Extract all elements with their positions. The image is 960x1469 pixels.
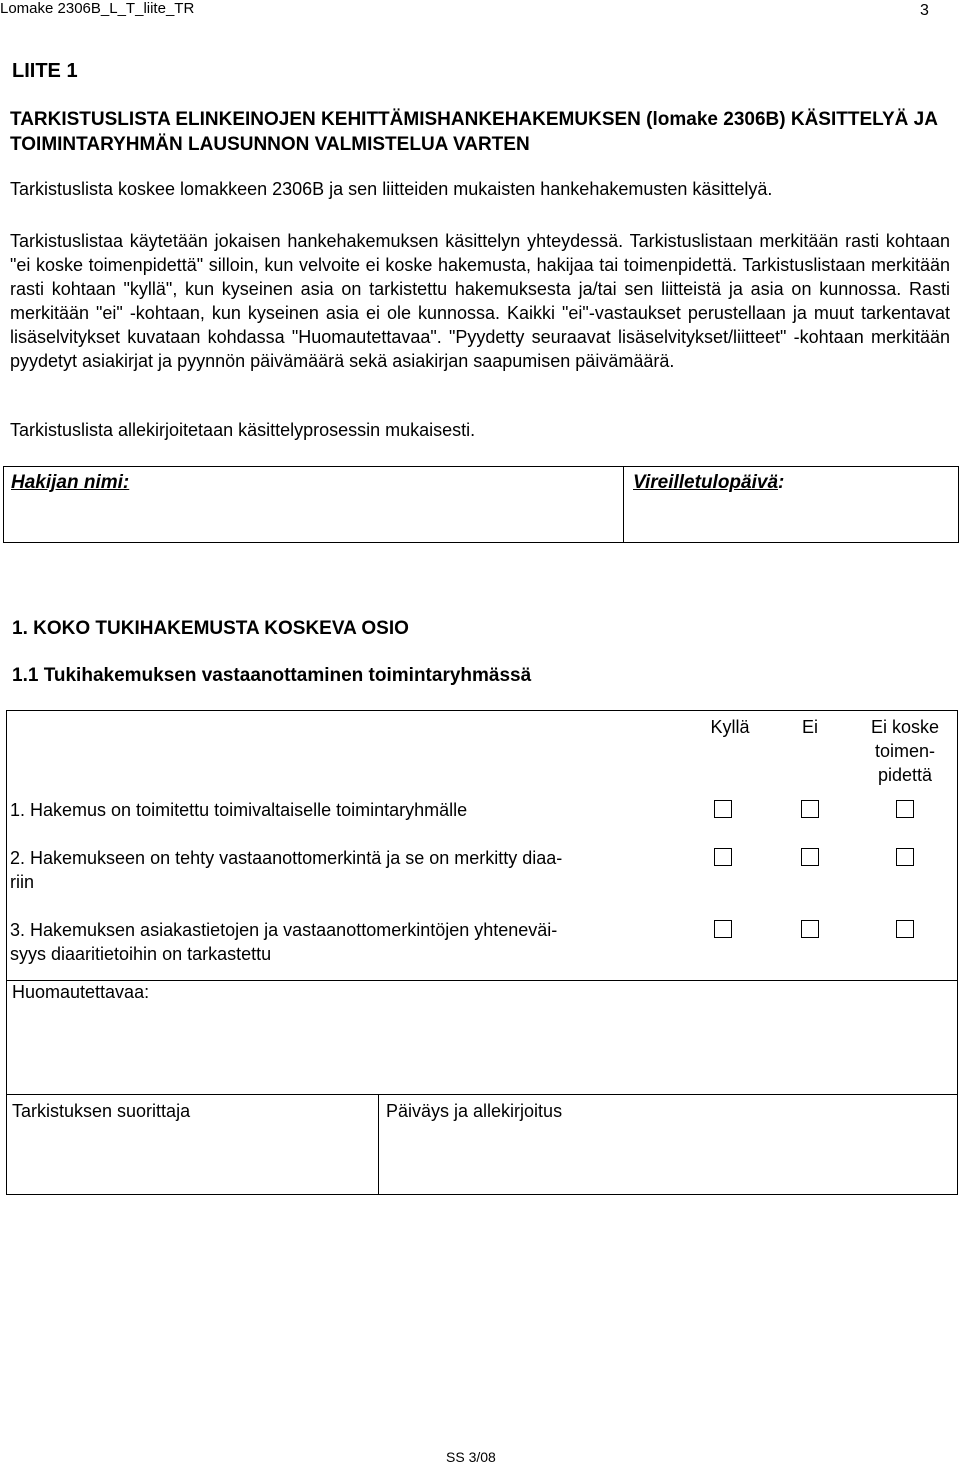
appendix-label: LIITE 1 <box>12 60 78 82</box>
checklist-item-2 <box>10 846 562 894</box>
item-1-not-applicable-checkbox[interactable] <box>896 800 914 818</box>
filing-date-colon: : <box>778 472 785 493</box>
applicant-name-label: Hakijan nimi: <box>11 472 130 493</box>
document-id: Lomake 2306B_L_T_liite_TR <box>0 0 195 17</box>
section-1-1-title: 1.1 Tukihakemuksen vastaanottaminen toimintaryhmässä <box>12 665 532 686</box>
checker-label: Tarkistuksen suorittaja <box>12 1101 191 1121</box>
applicant-box-divider <box>623 466 624 543</box>
document-title: TARKISTUSLISTA ELINKEINOJEN KEHITTÄMISHANKEHAKEMUKSEN (lomake 2306B) KÄSITTELYÄ JA TOIMINTARYHMÄN LAUSUNNON VALMISTELUA VARTEN <box>10 109 938 155</box>
intro-paragraph-2: Tarkistuslistaa käytetään jokaisen hankehakemuksen käsittelyn yhteydessä. Tarkistuslistaan merkitään rasti kohtaan "ei koske toimenpidettä" silloin, kun velvoite ei koske hakemusta, hakijaa tai toimenpidettä. Tarkistuslistaan merkitään rasti kohtaan "kyllä", kun kyseinen asia on tarkistettu hakemuksesta ja/tai sen liitteistä ja asia on kunnossa. Rasti merkitään "ei" -kohtaan, kun kyseinen asia ei ole kunnossa. Kaikki "ei"-vastaukset perustellaan ja muut tarkentavat lisäselvitykset kuvataan kohdassa "Huomautettavaa". "Pyydetty seuraavat lisäselvitykset/liitteet" -kohtaan merkitään pyydetyt asiakirjat ja pyynnön päivämäärä sekä asiakirjan saapumisen päivämäärä. <box>10 231 950 371</box>
intro-paragraph-1: Tarkistuslista koskee lomakkeen 2306B ja sen liitteiden mukaisten hankehakemusten käsittelyä. <box>10 179 773 199</box>
signature-box-divider <box>378 1095 379 1195</box>
column-header-not-applicable <box>850 715 960 787</box>
checklist-item-3-line-1: 3. Hakemuksen asiakastietojen ja vastaanottomerkintöjen yhteneväi- <box>10 920 558 940</box>
column-header-not-applicable-line-3: pidettä <box>877 765 933 785</box>
item-2-no-checkbox[interactable] <box>801 848 819 866</box>
filing-date-label: Vireilletulopäivä <box>633 472 779 493</box>
checklist-item-2-line-2: riin <box>10 872 35 892</box>
column-header-yes: Kyllä <box>710 717 750 737</box>
checklist-item-3-line-2: syys diaaritietoihin on tarkastettu <box>10 944 272 964</box>
column-header-not-applicable-line-2: toimen- <box>874 741 936 761</box>
item-1-no-checkbox[interactable] <box>801 800 819 818</box>
date-signature-label: Päiväys ja allekirjoitus <box>386 1101 563 1121</box>
column-header-not-applicable-line-1: Ei koske <box>870 717 940 737</box>
item-3-not-applicable-checkbox[interactable] <box>896 920 914 938</box>
remarks-label: Huomautettavaa: <box>12 982 150 1002</box>
item-3-no-checkbox[interactable] <box>801 920 819 938</box>
checklist-item-1 <box>10 798 467 822</box>
checklist-item-2-line-1: 2. Hakemukseen on tehty vastaanottomerkintä ja se on merkitty diaa- <box>10 848 563 868</box>
intro-paragraph-3: Tarkistuslista allekirjoitetaan käsittelyprosessin mukaisesti. <box>10 420 476 440</box>
item-3-yes-checkbox[interactable] <box>714 920 732 938</box>
checklist-item-1-text: 1. Hakemus on toimitettu toimivaltaiselle toimintaryhmälle <box>10 800 468 820</box>
page-number: 3 <box>920 2 929 19</box>
section-1-title: 1. KOKO TUKIHAKEMUSTA KOSKEVA OSIO <box>12 618 409 639</box>
checklist-item-3 <box>10 918 557 966</box>
checklist-remarks-divider <box>6 980 958 981</box>
filing-date-label-wrap <box>633 472 784 494</box>
applicant-box <box>3 466 959 543</box>
item-2-not-applicable-checkbox[interactable] <box>896 848 914 866</box>
item-1-yes-checkbox[interactable] <box>714 800 732 818</box>
footer-code: SS 3/08 <box>446 1449 496 1465</box>
remarks-field[interactable] <box>7 1008 957 1094</box>
column-header-no: Ei <box>801 717 818 737</box>
item-2-yes-checkbox[interactable] <box>714 848 732 866</box>
